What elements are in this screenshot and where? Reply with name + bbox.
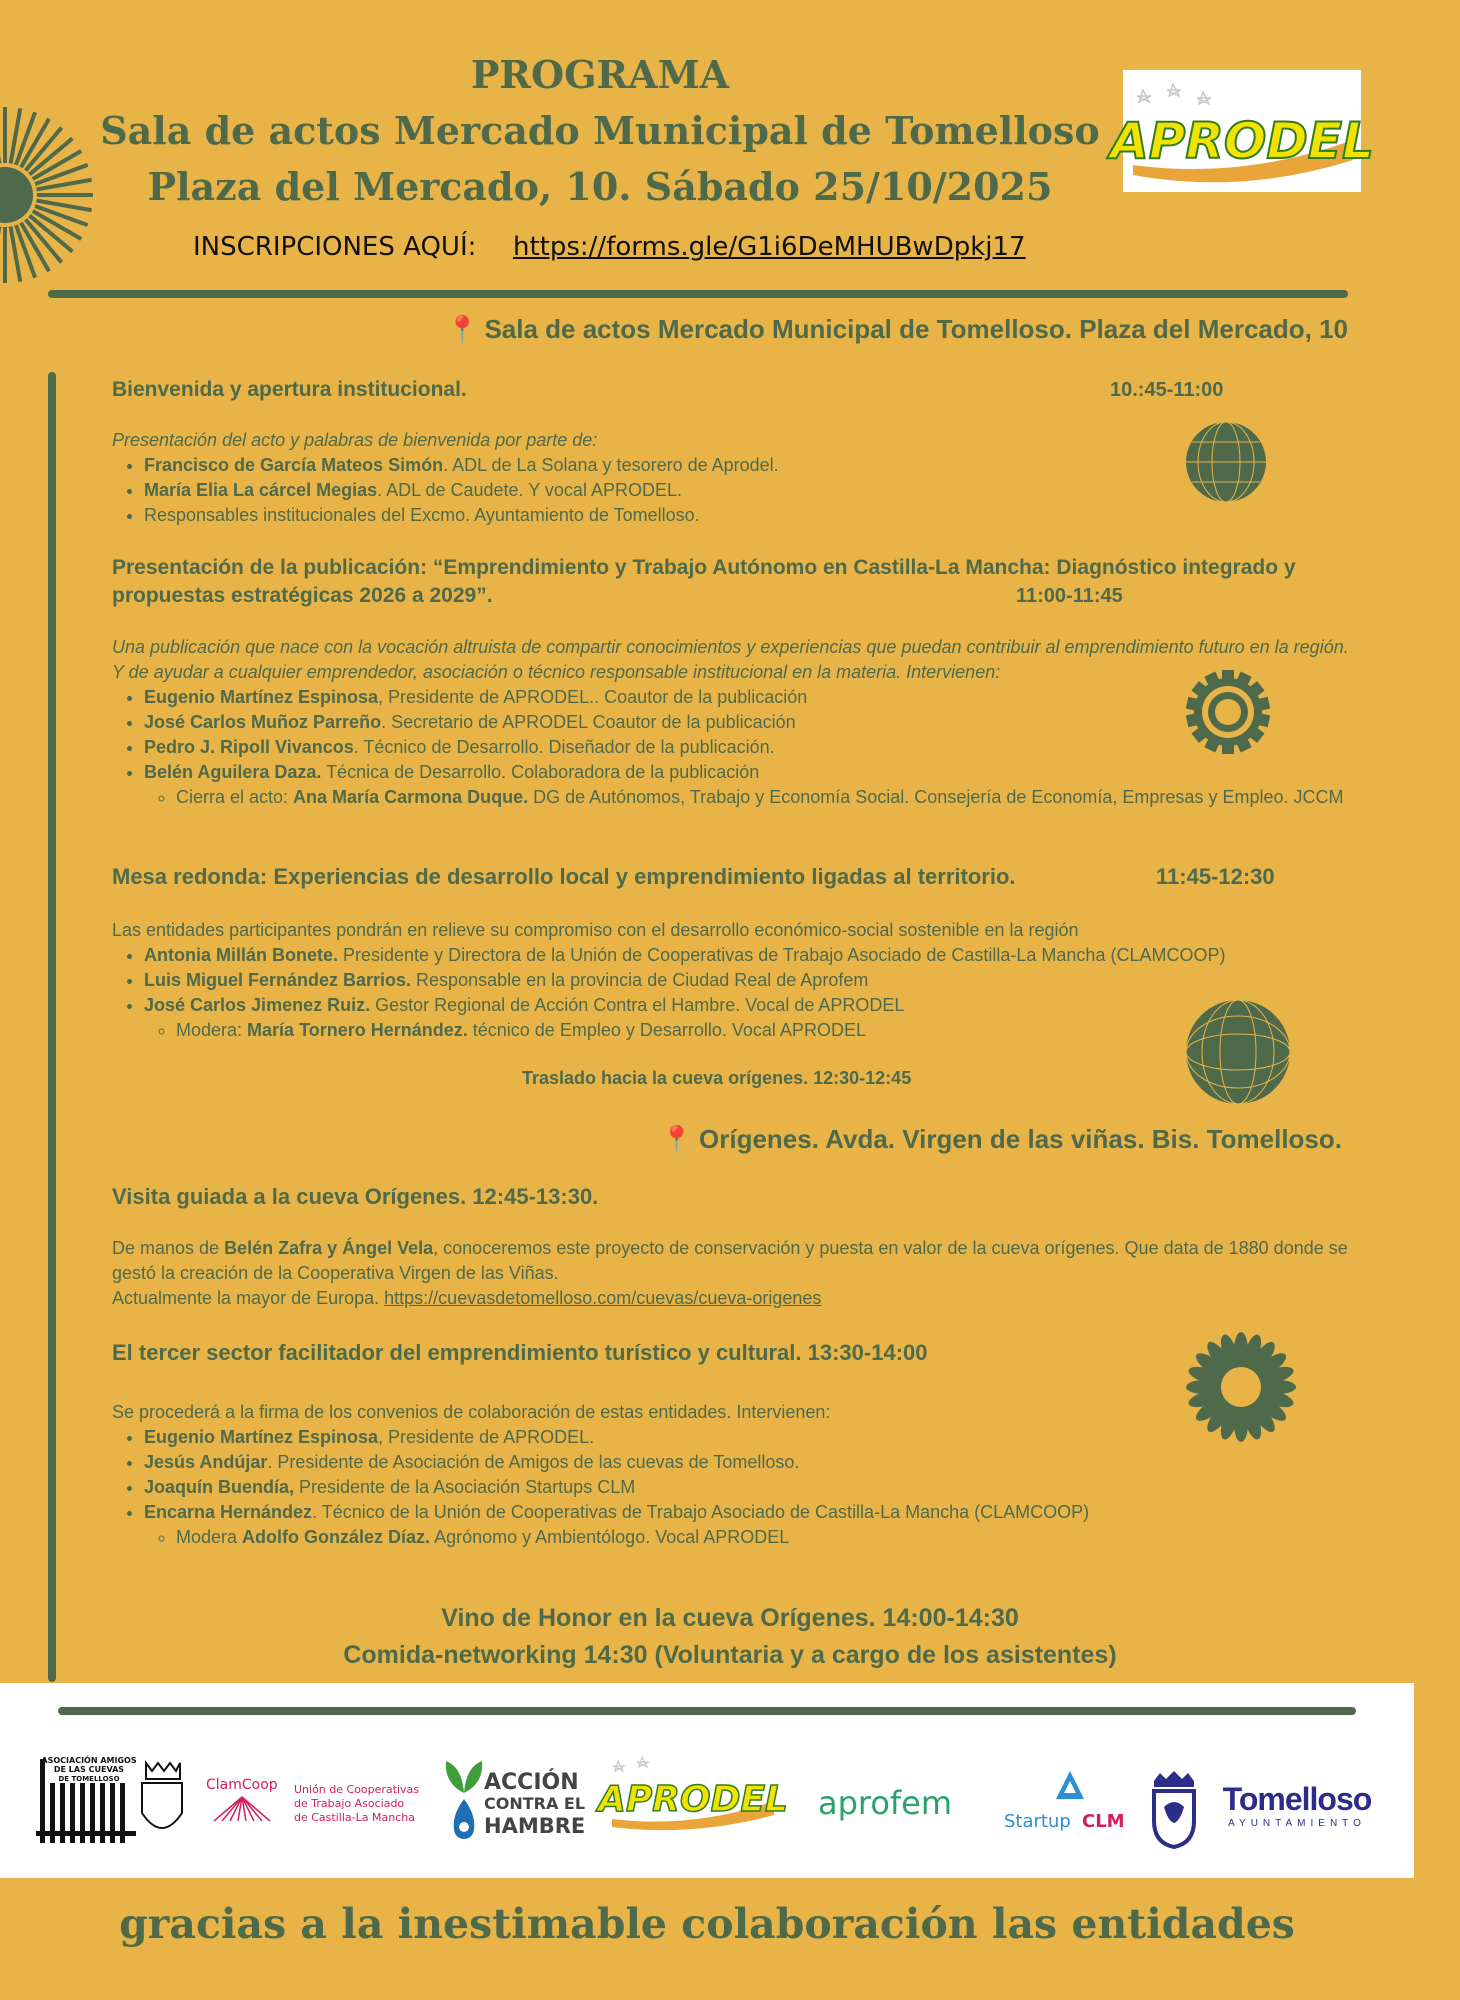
aprodel-logo (1110, 70, 1374, 192)
list-item: • Luis Miguel Fernández Barrios. Responsable en la provincia de Ciudad Real de Aprofem (144, 968, 1362, 993)
list-item: • Encarna Hernández. Técnico de la Unión de Cooperativas de Trabajo Asociado de Castilla-La Mancha (CLAMCOOP) ◦ Modera Adolfo González Díaz. Agrónomo y Ambientólogo. Vocal APRODEL (144, 1500, 1352, 1550)
svg-text:Startup: Startup (1004, 1811, 1071, 1832)
svg-text:ACCIÓN: ACCIÓN (484, 1770, 579, 1795)
svg-text:APRODEL: APRODEL (598, 1779, 788, 1820)
accion-contra-el-hambre-logo (438, 1753, 586, 1849)
tomelloso-logo-sub: AYUNTAMIENTO (1228, 1818, 1366, 1829)
block3-time: 11:45-12:30 (1156, 864, 1275, 889)
location-pin-icon: 📍 (660, 1124, 693, 1154)
startup-clm-logo (1002, 1765, 1138, 1841)
aprofem-logo: aprofem (817, 1784, 953, 1822)
page-title: PROGRAMA (470, 52, 730, 97)
list-item: • María Elia La cárcel Megias. ADL de Caudete. Y vocal APRODEL. (144, 478, 1342, 503)
block4-title: Visita guiada a la cueva Orígenes. 12:45-13:30. (112, 1184, 599, 1209)
location-sala-de-actos (446, 314, 1348, 345)
location-pin-icon: 📍 (446, 314, 479, 344)
block2-list (112, 685, 1352, 810)
svg-text:ClamCoop: ClamCoop (206, 1777, 278, 1793)
aprodel-logo-text: APRODEL (1110, 112, 1374, 170)
block4-line2: Actualmente la mayor de Europa. https://cuevasdetomelloso.com/cuevas/cueva-origenes (112, 1288, 822, 1308)
tomelloso-logo-text: Tomelloso (1222, 1781, 1372, 1817)
aprodel-sponsor-logo (598, 1753, 788, 1833)
block3-title: Mesa redonda: Experiencias de desarrollo local y emprendimiento ligadas al territorio. (112, 864, 1016, 889)
date-heading: Plaza del Mercado, 10. Sábado 25/10/2025 (147, 164, 1053, 209)
venue-heading: Sala de actos Mercado Municipal de Tomelloso (100, 108, 1100, 153)
list-item: • Francisco de García Mateos Simón. ADL de La Solana y tesorero de Aprodel. (144, 453, 1342, 478)
tomelloso-logo (1212, 1775, 1382, 1835)
list-item: • Eugenio Martínez Espinosa, Presidente de APRODEL.. Coautor de la publicación (144, 685, 1352, 710)
block1-title: Bienvenida y apertura institucional. (112, 378, 467, 401)
timeline-bar (48, 372, 56, 1682)
list-item: • Joaquín Buendía, Presidente de la Asociación Startups CLM (144, 1475, 1352, 1500)
list-subitem: ◦ Cierra el acto: Ana María Carmona Duque. DG de Autónomos, Trabajo y Economía Social. Consejería de Economía, Empresas y Empleo. JCCM (176, 785, 1352, 810)
block5-intro: Se procederá a la firma de los convenios de colaboración de estas entidades. Intervienen: (112, 1402, 831, 1422)
list-item: • José Carlos Muñoz Parreño. Secretario de APRODEL Coautor de la publicación (144, 710, 1352, 735)
block3-intro: Las entidades participantes pondrán en relieve su compromiso con el desarrollo económico-social sostenible en la región (112, 920, 1079, 940)
block1-intro: Presentación del acto y palabras de bienvenida por parte de: (112, 430, 598, 450)
cuevas-tomelloso-logo (36, 1753, 188, 1849)
block2-time: 11:00-11:45 (1016, 585, 1123, 607)
svg-text:ASOCIACIÓN AMIGOS: ASOCIACIÓN AMIGOS (41, 1756, 137, 1765)
svg-text:de Castilla-La Mancha: de Castilla-La Mancha (294, 1811, 415, 1824)
block5-list (112, 1425, 1352, 1550)
block2-intro: Una publicación que nace con la vocación altruista de compartir conocimientos y experiencias que puedan contribuir al emprendimiento futuro en la región. Y de ayudar a cualquier emprendedor, asociación o técnico responsable institucional en la materia. Intervienen: (112, 637, 1349, 682)
inscriptions-label: INSCRIPCIONES AQUÍ: (193, 232, 477, 262)
svg-text:CONTRA EL: CONTRA EL (484, 1794, 586, 1813)
list-item: • José Carlos Jimenez Ruiz. Gestor Regional de Acción Contra el Hambre. Vocal de APRODEL ◦ Modera: María Tornero Hernández. técnico de Empleo y Desarrollo. Vocal APRODEL (144, 993, 1362, 1043)
svg-text:HAMBRE: HAMBRE (484, 1814, 586, 1838)
inscriptions-link[interactable]: https://forms.gle/G1i6DeMHUBwDpkj17 (513, 232, 1026, 262)
block2-title: Presentación de la publicación: “Emprendimiento y Trabajo Autónomo en Castilla-La Mancha: Diagnóstico integrado y propuestas estratégicas 2026 a 2029”. (112, 556, 1296, 607)
location-text: Sala de actos Mercado Municipal de Tomelloso. Plaza del Mercado, 10 (484, 314, 1348, 344)
tomelloso-shield-icon (1148, 1767, 1200, 1849)
transfer-note: Traslado hacia la cueva orígenes. 12:30-12:45 (522, 1068, 912, 1088)
location-origenes: 📍 Orígenes. Avda. Virgen de las viñas. Bis. Tomelloso. (660, 1124, 1342, 1154)
list-item: • Belén Aguilera Daza. Técnica de Desarrollo. Colaboradora de la publicación ◦ Cierra el acto: Ana María Carmona Duque. DG de Autónomos, Trabajo y Economía Social. Consejería de Economía, Empresas y Empleo. JCCM (144, 760, 1352, 810)
block1-list (112, 453, 1342, 528)
svg-text:de Trabajo Asociado: de Trabajo Asociado (294, 1797, 405, 1810)
svg-text:DE TOMELLOSO: DE TOMELLOSO (58, 1775, 120, 1783)
list-subitem: ◦ Modera Adolfo González Díaz. Agrónomo y Ambientólogo. Vocal APRODEL (176, 1525, 1352, 1550)
svg-text:Unión de Cooperativas: Unión de Cooperativas (294, 1783, 420, 1796)
svg-text:DE LAS CUEVAS: DE LAS CUEVAS (53, 1765, 125, 1774)
block4-text: De manos de Belén Zafra y Ángel Vela, conoceremos este proyecto de conservación y puesta en valor de la cueva orígenes. Que data de 1880 donde se gestó la creación de la Cooperativa Virgen de las Viñas. (112, 1238, 1348, 1283)
block5-title: El tercer sector facilitador del emprendimiento turístico y cultural. 13:30-14:00 (112, 1340, 928, 1365)
header-divider (48, 290, 1348, 298)
list-subitem: ◦ Modera: María Tornero Hernández. técnico de Empleo y Desarrollo. Vocal APRODEL (176, 1018, 1362, 1043)
svg-text:CLM: CLM (1082, 1811, 1125, 1832)
sponsors-band (0, 1683, 1414, 1878)
closing-lunch: Comida-networking 14:30 (Voluntaria y a cargo de los asistentes) (343, 1641, 1117, 1669)
list-item: • Jesús Andújar. Presidente de Asociación de Amigos de las cuevas de Tomelloso. (144, 1450, 1352, 1475)
clamcoop-logo (206, 1771, 426, 1831)
list-item: • Responsables institucionales del Excmo. Ayuntamiento de Tomelloso. (144, 503, 1342, 528)
cueva-origenes-link[interactable]: https://cuevasdetomelloso.com/cuevas/cueva-origenes (384, 1288, 822, 1308)
closing-wine: Vino de Honor en la cueva Orígenes. 14:00-14:30 (441, 1604, 1019, 1632)
list-item: • Pedro J. Ripoll Vivancos. Técnico de Desarrollo. Diseñador de la publicación. (144, 735, 1352, 760)
list-item: • Antonia Millán Bonete. Presidente y Directora de la Unión de Cooperativas de Trabajo Asociado de Castilla-La Mancha (CLAMCOOP) (144, 943, 1362, 968)
list-item: • Eugenio Martínez Espinosa, Presidente de APRODEL. (144, 1425, 1352, 1450)
block1-time: 10.:45-11:00 (1110, 379, 1224, 401)
sponsors-divider (58, 1707, 1356, 1715)
footer-thanks: gracias a la inestimable colaboración las entidades (119, 1900, 1295, 1948)
block3-list (112, 943, 1362, 1043)
